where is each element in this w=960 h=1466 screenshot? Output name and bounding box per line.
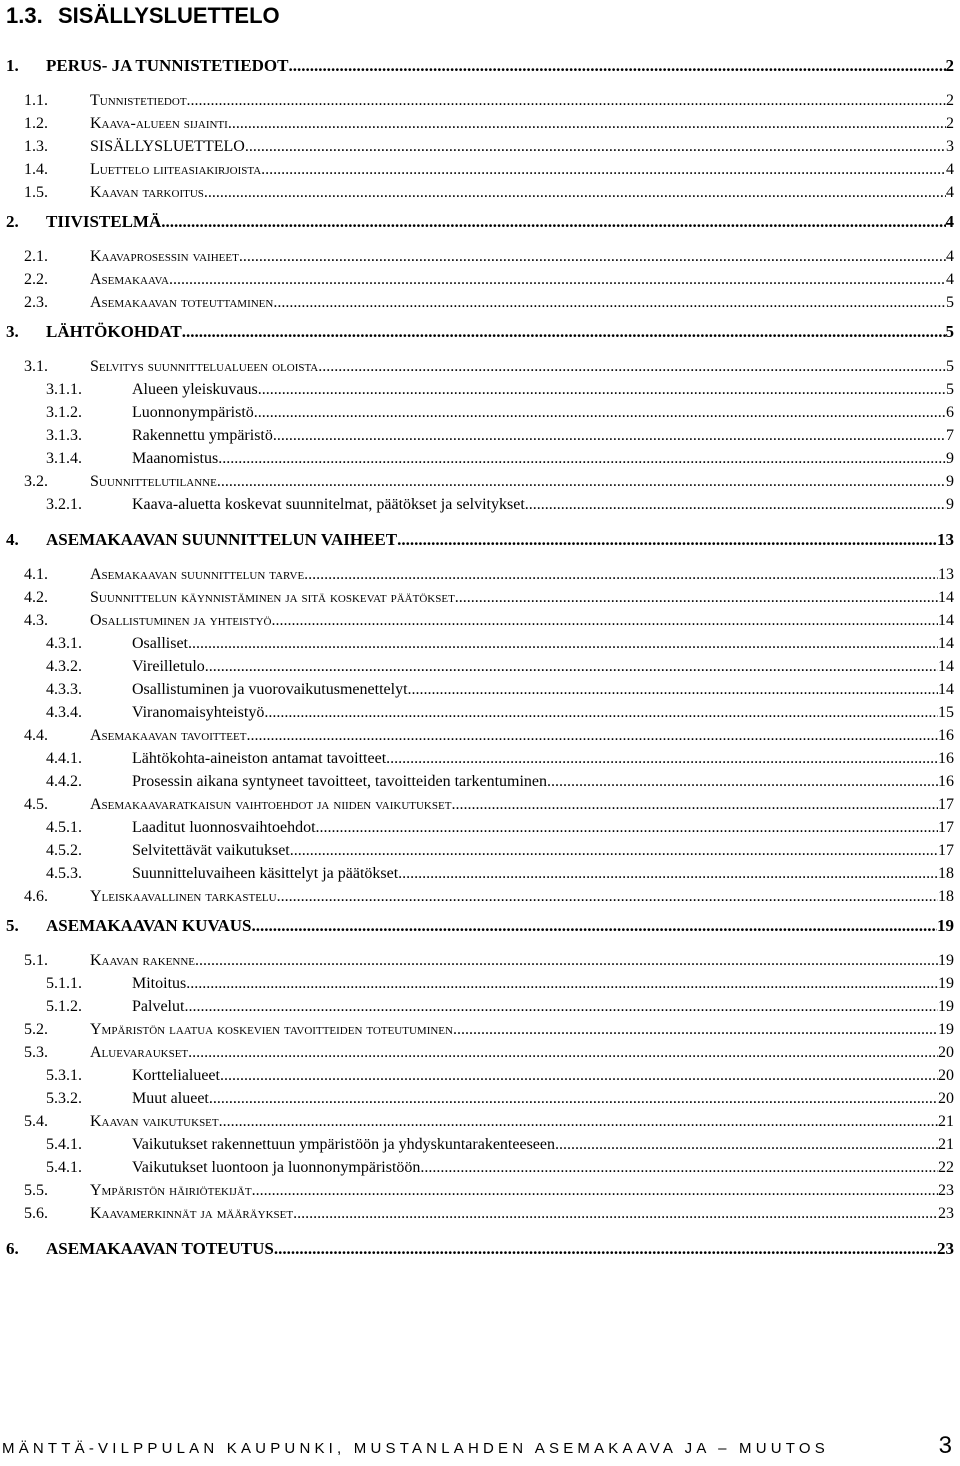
toc-entry[interactable] [0, 1135, 960, 1155]
toc-entry[interactable] [0, 91, 960, 111]
toc-entry-page: 5 [946, 381, 954, 398]
toc-entry-page: 18 [938, 888, 954, 905]
toc-dot-leader [525, 495, 946, 515]
toc-entry[interactable] [0, 1066, 960, 1086]
toc-entry-title: Suunnittelutilanne [90, 473, 217, 490]
toc-entry-number: 3.1.3. [46, 427, 82, 444]
toc-entry-number: 5.1.1. [46, 975, 82, 992]
toc-entry[interactable] [0, 380, 960, 400]
toc-entry-title: Suunnitteluvaiheen käsittelyt ja päätökset [132, 865, 399, 882]
toc-dot-leader [555, 1135, 938, 1155]
toc-dot-leader [219, 1112, 938, 1132]
toc-entry-page: 3 [946, 138, 954, 155]
toc-entry-page: 5 [946, 294, 954, 311]
toc-entry-page: 9 [946, 450, 954, 467]
toc-entry-page: 23 [938, 1205, 954, 1222]
toc-entry-number: 4.3.3. [46, 681, 82, 698]
toc-dot-leader [217, 472, 946, 492]
toc-dot-leader [288, 56, 945, 76]
toc-dot-leader [182, 322, 946, 342]
toc-dot-leader [398, 864, 938, 884]
toc-entry-title: Prosessin aikana syntyneet tavoitteet, tavoitteiden tarkentuminen [132, 773, 547, 790]
page-footer [0, 1432, 960, 1466]
toc-entry-title: Selvitettävät vaikutukset [132, 842, 290, 859]
toc-dot-leader [228, 114, 946, 134]
toc-entry-number: 5.6. [24, 1205, 48, 1222]
toc-entry[interactable] [0, 1239, 960, 1259]
toc-entry-page: 4 [946, 271, 954, 288]
toc-entry-number: 5.4.1. [46, 1136, 82, 1153]
toc-entry-title: Tunnistetiedot [90, 92, 187, 109]
toc-entry-title: Kaavaprosessin vaiheet [90, 248, 239, 265]
toc-entry[interactable] [0, 818, 960, 838]
toc-dot-leader [277, 887, 938, 907]
toc-entry[interactable] [0, 951, 960, 971]
toc-entry-title: Kaavan rakenne [90, 952, 195, 969]
toc-entry[interactable] [0, 657, 960, 677]
toc-dot-leader [258, 380, 946, 400]
toc-entry-title: Rakennettu ympäristö [132, 427, 273, 444]
toc-entry[interactable] [0, 322, 960, 342]
toc-entry[interactable] [0, 270, 960, 290]
toc-entry-title: Yleiskaavallinen tarkastelu [90, 888, 277, 905]
toc-entry-number: 4.5. [24, 796, 48, 813]
footer-text: MÄNTTÄ-VILPPULAN KAUPUNKI, MUSTANLAHDEN ASEMAKAAVA JA – MUUTOS [2, 1440, 829, 1457]
toc-entry[interactable] [0, 530, 960, 550]
toc-entry-page: 5 [946, 358, 954, 375]
toc-entry-number: 5.3.2. [46, 1090, 82, 1107]
toc-entry-number: 3.2. [24, 473, 48, 490]
toc-entry[interactable] [0, 916, 960, 936]
toc-dot-leader [408, 680, 938, 700]
toc-entry-page: 9 [946, 496, 954, 513]
toc-entry-page: 21 [938, 1136, 954, 1153]
toc-entry-page: 20 [938, 1090, 954, 1107]
toc-entry-title: Osalliset [132, 635, 188, 652]
toc-entry-number: 5.4.1. [46, 1159, 82, 1176]
toc-entry-page: 21 [938, 1113, 954, 1130]
toc-entry-title: ASEMAKAAVAN SUUNNITTELUN VAIHEET [46, 530, 398, 549]
toc-entry[interactable] [0, 137, 960, 157]
toc-dot-leader [316, 818, 938, 838]
toc-dot-leader [547, 772, 938, 792]
toc-entry[interactable] [0, 726, 960, 746]
toc-dot-leader [264, 703, 938, 723]
toc-entry-page: 7 [946, 427, 954, 444]
toc-entry-title: Kaavamerkinnät ja määräykset [90, 1205, 294, 1222]
heading-number: 1.3. [6, 3, 43, 28]
toc-entry[interactable] [0, 183, 960, 203]
toc-entry-number: 4.1. [24, 566, 48, 583]
toc-entry-page: 14 [938, 589, 954, 606]
toc-entry-title: SISÄLLYSLUETTELO [90, 138, 245, 155]
toc-dot-leader [188, 634, 938, 654]
toc-entry-page: 18 [938, 865, 954, 882]
toc-entry-page: 5 [945, 322, 954, 341]
toc-entry-title: Laaditut luonnosvaihtoehdot [132, 819, 316, 836]
toc-entry-number: 4.4.1. [46, 750, 82, 767]
toc-entry[interactable] [0, 56, 960, 76]
toc-entry-number: 5.2. [24, 1021, 48, 1038]
toc-entry-title: Kaava-alueen sijainti [90, 115, 228, 132]
toc-entry-title: Luettelo liiteasiakirjoista [90, 161, 262, 178]
toc-entry-number: 4.6. [24, 888, 48, 905]
toc-entry-number: 4.3.4. [46, 704, 82, 721]
toc-entry[interactable] [0, 1158, 960, 1178]
toc-entry-page: 16 [938, 750, 954, 767]
toc-entry-title: Alueen yleiskuvaus [132, 381, 258, 398]
toc-dot-leader [261, 160, 946, 180]
toc-entry-title: Vaikutukset luontoon ja luonnonympäristöön [132, 1159, 421, 1176]
toc-entry-number: 1.3. [24, 138, 48, 155]
toc-entry[interactable] [0, 114, 960, 134]
toc-entry-number: 3.1.1. [46, 381, 82, 398]
toc-entry[interactable] [0, 293, 960, 313]
toc-entry-number: 5.1. [24, 952, 48, 969]
toc-entry[interactable] [0, 472, 960, 492]
toc-entry-page: 13 [938, 566, 954, 583]
toc-dot-leader [455, 588, 938, 608]
toc-entry-page: 6 [946, 404, 954, 421]
toc-dot-leader [161, 212, 945, 232]
toc-dot-leader [293, 1204, 938, 1224]
toc-dot-leader [386, 749, 938, 769]
toc-dot-leader [290, 841, 938, 861]
toc-entry-page: 20 [938, 1044, 954, 1061]
toc-entry-number: 2. [6, 212, 19, 231]
toc-entry[interactable] [0, 588, 960, 608]
toc-entry[interactable] [0, 611, 960, 631]
toc-entry-page: 13 [937, 530, 954, 549]
toc-dot-leader [195, 951, 938, 971]
toc-dot-leader [218, 449, 946, 469]
toc-entry-number: 4.5.2. [46, 842, 82, 859]
toc-dot-leader [186, 974, 938, 994]
toc-entry-page: 16 [938, 773, 954, 790]
toc-entry-page: 2 [946, 92, 954, 109]
toc-entry-page: 23 [937, 1239, 954, 1258]
toc-entry-page: 17 [938, 819, 954, 836]
toc-entry-title: Kaavan vaikutukset [90, 1113, 219, 1130]
toc-entry-title: TIIVISTELMÄ [46, 212, 162, 231]
toc-entry-title: Muut alueet [132, 1090, 209, 1107]
toc-dot-leader [273, 426, 946, 446]
toc-entry[interactable] [0, 864, 960, 884]
toc-dot-leader [205, 657, 938, 677]
toc-entry-page: 22 [938, 1159, 954, 1176]
toc-dot-leader [209, 1089, 938, 1109]
toc-entry-number: 3. [6, 322, 19, 341]
toc-entry-number: 2.2. [24, 271, 48, 288]
toc-entry-title: ASEMAKAAVAN TOTEUTUS [46, 1239, 274, 1258]
toc-dot-leader [188, 1043, 938, 1063]
toc-dot-leader [274, 1239, 937, 1259]
toc-entry[interactable] [0, 841, 960, 861]
toc-dot-leader [245, 137, 946, 157]
toc-entry-title: Mitoitus [132, 975, 187, 992]
toc-entry[interactable] [0, 1204, 960, 1224]
toc-entry-number: 4.2. [24, 589, 48, 606]
toc-entry-title: Osallistuminen ja vuorovaikutusmenettelyt [132, 681, 408, 698]
toc-entry[interactable] [0, 795, 960, 815]
toc-entry-number: 2.3. [24, 294, 48, 311]
toc-entry-number: 4.5.1. [46, 819, 82, 836]
toc-entry-number: 4.3.2. [46, 658, 82, 675]
toc-dot-leader [254, 403, 946, 423]
toc-dot-leader [273, 293, 946, 313]
toc-entry[interactable] [0, 703, 960, 723]
toc-entry-page: 15 [938, 704, 954, 721]
toc-entry-page: 4 [946, 248, 954, 265]
toc-dot-leader [453, 1020, 938, 1040]
toc-dot-leader [204, 183, 946, 203]
toc-entry-page: 19 [938, 1021, 954, 1038]
toc-entry-title: Viranomaisyhteistyö [132, 704, 265, 721]
toc-dot-leader [184, 997, 938, 1017]
toc-dot-leader [304, 565, 938, 585]
toc-entry-page: 19 [938, 998, 954, 1015]
toc-entry-title: Ympäristön laatua koskevien tavoitteiden toteutuminen [90, 1021, 453, 1038]
toc-entry[interactable] [0, 1043, 960, 1063]
toc-dot-leader [187, 91, 946, 111]
toc-entry-number: 4.3.1. [46, 635, 82, 652]
toc-entry-number: 5. [6, 916, 19, 935]
toc-entry-page: 4 [946, 184, 954, 201]
heading-title: SISÄLLYSLUETTELO [58, 3, 280, 28]
toc-dot-leader [246, 726, 938, 746]
toc-entry[interactable] [0, 160, 960, 180]
toc-entry-page: 17 [938, 842, 954, 859]
toc-dot-leader [272, 611, 939, 631]
toc-entry[interactable] [0, 212, 960, 232]
toc-entry-number: 5.4. [24, 1113, 48, 1130]
toc-entry-number: 3.2.1. [46, 496, 82, 513]
toc-entry-page: 20 [938, 1067, 954, 1084]
toc-dot-leader [220, 1066, 938, 1086]
toc-entry[interactable] [0, 974, 960, 994]
toc-entry-page: 16 [938, 727, 954, 744]
toc-entry-number: 1.1. [24, 92, 48, 109]
toc-entry-page: 4 [946, 161, 954, 178]
toc-entry-page: 9 [946, 473, 954, 490]
toc-dot-leader [251, 916, 937, 936]
toc-entry[interactable] [0, 1112, 960, 1132]
toc-dot-leader [451, 795, 938, 815]
toc-dot-leader [420, 1158, 938, 1178]
footer-page-number: 3 [938, 1432, 952, 1459]
toc-entry[interactable] [0, 887, 960, 907]
toc-entry-title: Asemakaavaratkaisun vaihtoehdot ja niiden vaikutukset [90, 796, 452, 813]
toc-entry-title: Suunnittelun käynnistäminen ja sitä koskevat päätökset [90, 589, 455, 606]
toc-entry-page: 19 [938, 975, 954, 992]
toc-entry[interactable] [0, 449, 960, 469]
toc-entry-title: Aluevaraukset [90, 1044, 189, 1061]
toc-entry-number: 4.5.3. [46, 865, 82, 882]
toc-entry-page: 14 [938, 635, 954, 652]
toc-entry[interactable] [0, 247, 960, 267]
toc-entry[interactable] [0, 1181, 960, 1201]
toc-entry-number: 1.4. [24, 161, 48, 178]
toc-entry-page: 23 [938, 1182, 954, 1199]
toc-entry-title: Korttelialueet [132, 1067, 220, 1084]
toc-entry-title: Lähtökohta-aineiston antamat tavoitteet [132, 750, 387, 767]
toc-entry-title: Luonnonympäristö [132, 404, 254, 421]
toc-entry-page: 19 [937, 916, 954, 935]
toc-entry-page: 14 [938, 658, 954, 675]
toc-entry-title: Maanomistus [132, 450, 219, 467]
toc-entry-number: 1.5. [24, 184, 48, 201]
toc-entry-title: Asemakaavan toteuttaminen [90, 294, 274, 311]
toc-dot-leader [318, 357, 946, 377]
toc-entry-title: Kaavan tarkoitus [90, 184, 204, 201]
toc-entry-page: 14 [938, 681, 954, 698]
toc-entry-title: PERUS- JA TUNNISTETIEDOT [46, 56, 289, 75]
toc-entry-number: 5.5. [24, 1182, 48, 1199]
toc-entry[interactable] [0, 1089, 960, 1109]
toc-dot-leader [397, 530, 937, 550]
toc-entry[interactable] [0, 680, 960, 700]
toc-dot-leader [252, 1181, 938, 1201]
toc-entry-number: 3.1. [24, 358, 48, 375]
toc-entry-title: Vaikutukset rakennettuun ympäristöön ja yhdyskuntarakenteeseen [132, 1136, 555, 1153]
toc-entry-title: Kaava-aluetta koskevat suunnitelmat, päätökset ja selvitykset [132, 496, 525, 513]
toc-dot-leader [169, 270, 946, 290]
toc-entry[interactable] [0, 495, 960, 515]
toc-entry-page: 14 [938, 612, 954, 629]
toc-entry-title: Selvitys suunnittelualueen oloista [90, 358, 319, 375]
toc-entry[interactable] [0, 1020, 960, 1040]
toc-entry-number: 4.4.2. [46, 773, 82, 790]
toc-entry-title: Ympäristön häiriötekijät [90, 1182, 252, 1199]
toc-entry-number: 4. [6, 530, 19, 549]
toc-entry-number: 5.3. [24, 1044, 48, 1061]
toc-entry-number: 3.1.2. [46, 404, 82, 421]
toc-entry[interactable] [0, 357, 960, 377]
toc-entry-title: Palvelut [132, 998, 185, 1015]
toc-entry[interactable] [0, 772, 960, 792]
toc-entry[interactable] [0, 403, 960, 423]
toc-entry-page: 2 [945, 56, 954, 75]
toc-entry-number: 3.1.4. [46, 450, 82, 467]
toc-entry-page: 4 [945, 212, 954, 231]
toc-entry-page: 19 [938, 952, 954, 969]
toc-entry-number: 4.4. [24, 727, 48, 744]
toc-entry-number: 5.3.1. [46, 1067, 82, 1084]
toc-entry[interactable] [0, 565, 960, 585]
toc-entry-title: Osallistuminen ja yhteistyö [90, 612, 272, 629]
toc-entry-number: 4.3. [24, 612, 48, 629]
toc-entry-page: 2 [946, 115, 954, 132]
toc-entry-title: Asemakaava [90, 271, 169, 288]
toc-entry-page: 17 [938, 796, 954, 813]
toc-entry-number: 1. [6, 56, 19, 75]
toc-dot-leader [239, 247, 946, 267]
toc-entry-number: 1.2. [24, 115, 48, 132]
toc-entry-number: 2.1. [24, 248, 48, 265]
toc-entry-number: 6. [6, 1239, 19, 1258]
toc-entry-title: Asemakaavan suunnittelun tarve [90, 566, 305, 583]
toc-entry-number: 5.1.2. [46, 998, 82, 1015]
toc-entry-title: Asemakaavan tavoitteet [90, 727, 247, 744]
toc-entry-title: Vireilletulo [132, 658, 205, 675]
toc-entry-title: LÄHTÖKOHDAT [46, 322, 182, 341]
toc-entry[interactable] [0, 749, 960, 769]
toc-entry[interactable] [0, 634, 960, 654]
toc-entry-title: ASEMAKAAVAN KUVAUS [46, 916, 252, 935]
toc-entry[interactable] [0, 997, 960, 1017]
toc-entry[interactable] [0, 426, 960, 446]
